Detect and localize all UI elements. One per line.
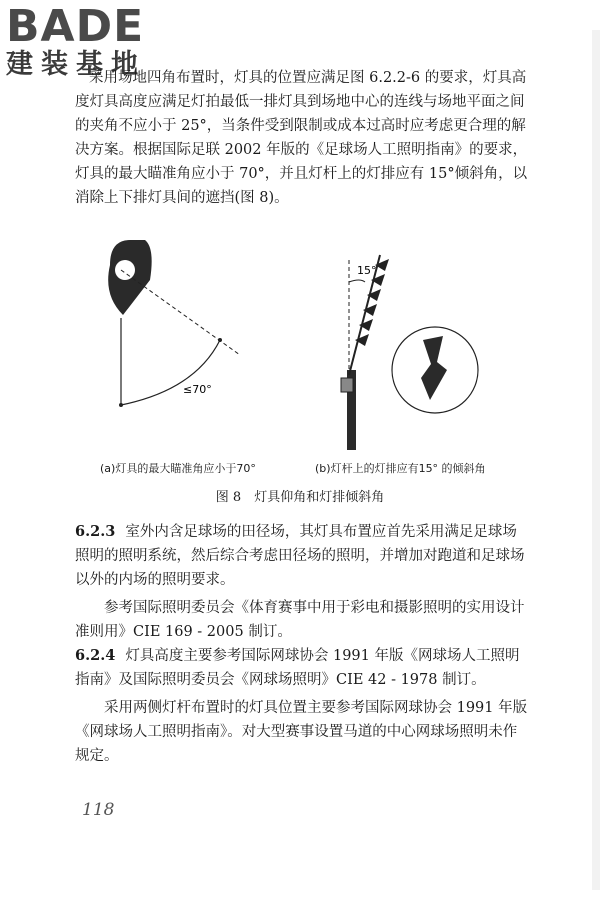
figure-8 [75, 240, 535, 510]
diagram-a [108, 240, 240, 407]
arc-start [119, 403, 123, 407]
aiming-line [121, 270, 240, 355]
detail-lamp [421, 336, 447, 400]
luminaire-lens [115, 260, 135, 280]
section-text: 室外内含足球场的田径场，其灯具布置应首先采用满足足球场照明的照明系统，然后综合考虑田径场的照明，并增加对跑道和足球场以外的内场的照明要求。 [75, 524, 525, 588]
section-text: 灯具高度主要参考国际网球协会 1991 年版《网球场人工照明指南》及国际照明委员会《网球场照明》CIE 42 - 1978 制订。 [75, 648, 520, 688]
angle-label-a: ≤70° [183, 383, 212, 396]
pole-bracket [341, 378, 353, 392]
section-number: 6.2.4 [75, 647, 116, 664]
paragraph-intro-text: 采用场地四角布置时，灯具的位置应满足图 6.2.2-6 的要求，灯具高度灯具高度应满足灯拍最低一排灯具到场地中心的连线与场地平面之间的夹角不应小于 25°，当条件受到限制或成本过高时应考虑更合理的解决方案。根据国际足联 2002 年版的《足球场人工照明指南》的要求，灯具的最大瞄准角应小于 70°，并且灯杆上的灯排应有 15°倾斜角，以消除上下排灯具间的遮挡(图 8)。 [75, 70, 528, 206]
arc-end [218, 338, 222, 342]
paragraph-text: 采用两侧灯杆布置时的灯具位置主要参考国际网球协会 1991 年版《网球场人工照明指南》。对大型赛事设置马道的中心网球场照明未作规定。 [75, 700, 528, 764]
paragraph-intro [75, 66, 530, 210]
logo-subtitle: 建装基地 [6, 49, 146, 80]
caption-b: (b)灯杆上的灯排应有15° 的倾斜角 [315, 462, 486, 475]
section-number: 6.2.3 [75, 523, 116, 540]
angle-label-b: 15° [357, 264, 377, 277]
caption-a: (a)灯具的最大瞄准角应小于70° [100, 462, 256, 475]
section-6-2-4 [75, 644, 530, 768]
section-6-2-3 [75, 520, 530, 644]
diagram-b [341, 255, 478, 450]
logo-wordmark: BADE [6, 1, 145, 52]
figure-caption: 图 8 灯具仰角和灯排倾斜角 [215, 490, 385, 505]
reference-text: 参考国际照明委员会《体育赛事中用于彩电和摄影照明的实用设计准则用》CIE 169 - 2005 制订。 [75, 600, 525, 640]
page-edge [592, 30, 600, 890]
page-number: 118 [82, 800, 115, 820]
tilt-arc [349, 280, 365, 282]
figure-diagrams [75, 240, 535, 470]
